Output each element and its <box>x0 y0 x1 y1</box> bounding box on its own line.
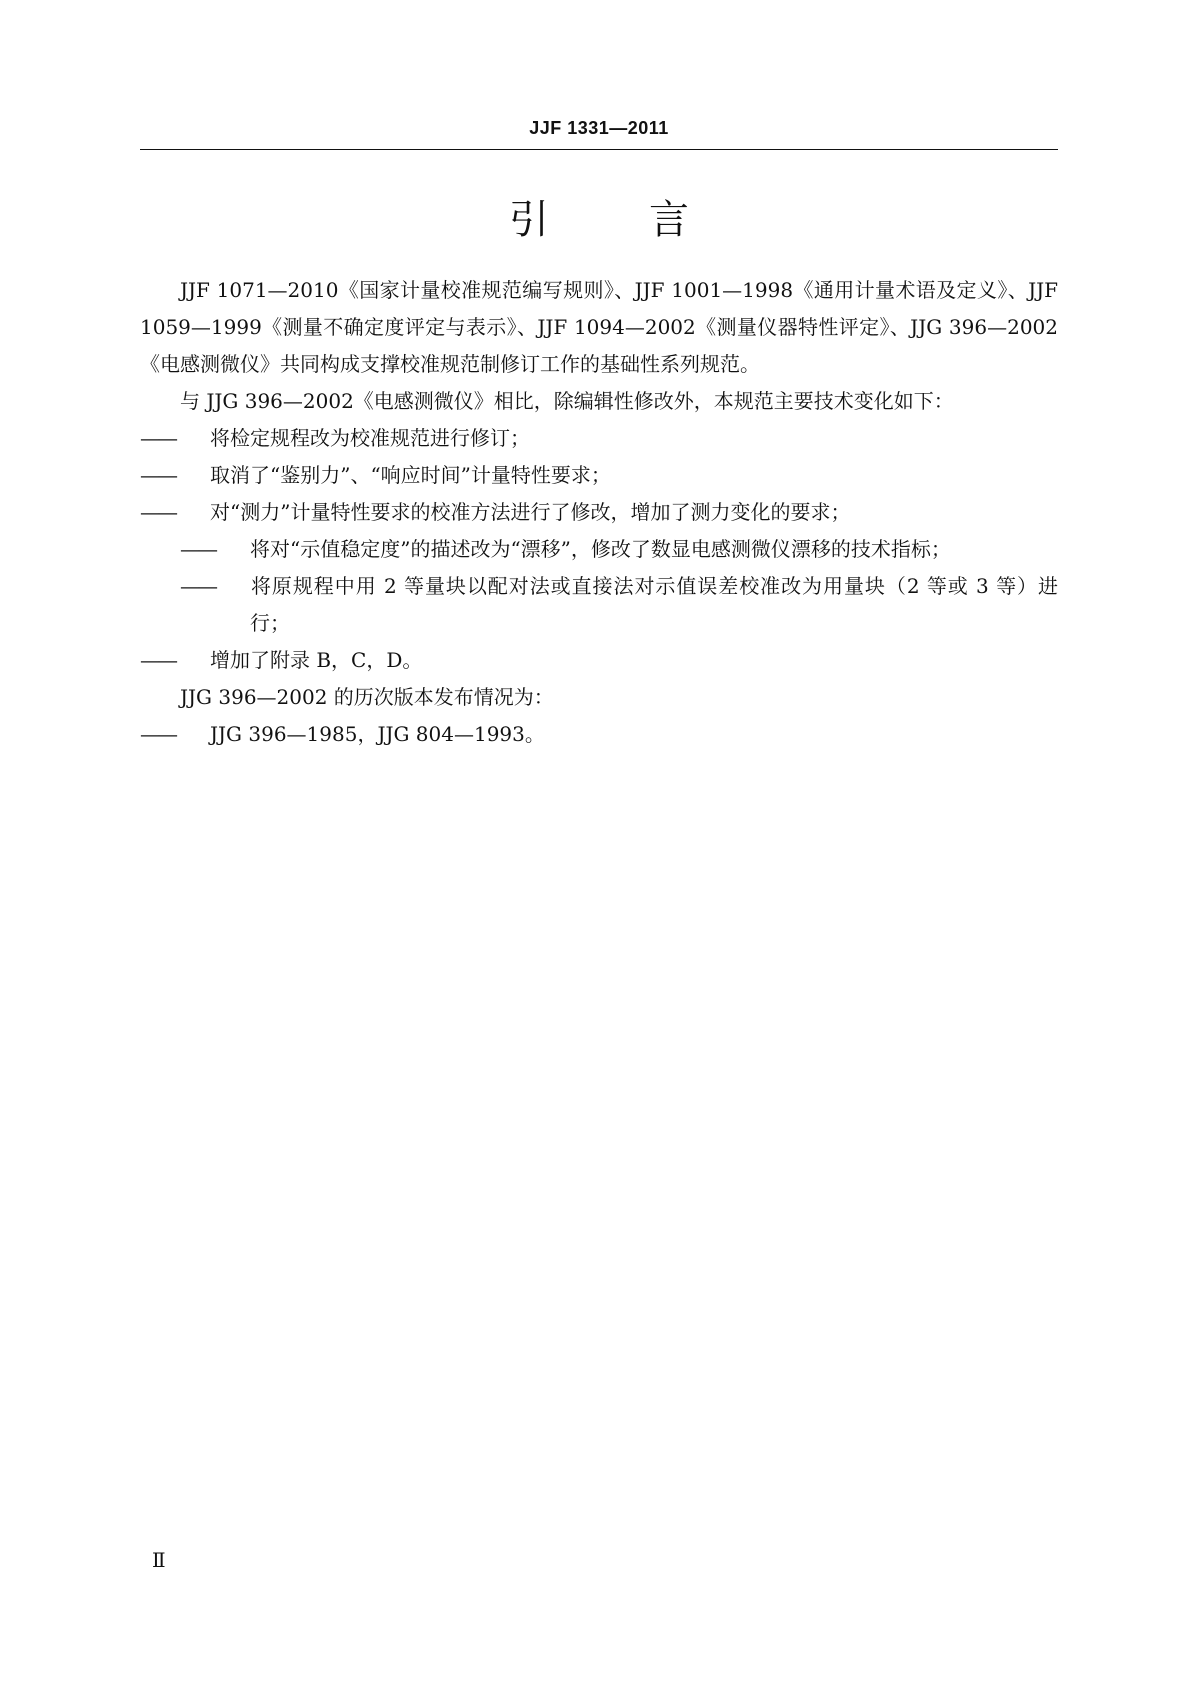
change-item <box>140 531 1058 568</box>
dash-marker: —— <box>180 537 216 561</box>
title-char-1: 引 <box>509 197 549 243</box>
intro-paragraph-2: 与 JJG 396—2002《电感测微仪》相比，除编辑性修改外，本规范主要技术变化如下： <box>180 389 954 413</box>
header-divider <box>140 149 1058 150</box>
change-item-text: 对“测力”计量特性要求的校准方法进行了修改，增加了测力变化的要求； <box>210 500 851 524</box>
document-number-header: JJF 1331—2011 <box>529 118 669 138</box>
dash-marker: —— <box>140 722 176 746</box>
change-item-text: 将对“示值稳定度”的描述改为“漂移”，修改了数显电感测微仪漂移的技术指标； <box>250 537 951 561</box>
intro-content <box>140 272 1058 753</box>
page-number: Ⅱ <box>152 1548 166 1572</box>
change-item-text: 增加了附录 B，C，D。 <box>210 648 423 672</box>
change-item <box>140 420 1058 457</box>
change-item-text: 将原规程中用 2 等量块以配对法或直接法对示值误差校准改为用量块（2 等或 3 等）进行； <box>250 574 1058 635</box>
page-title <box>140 196 1058 244</box>
change-item-text: 取消了“鉴别力”、“响应时间”计量特性要求； <box>210 463 611 487</box>
dash-marker: —— <box>140 500 176 524</box>
dash-marker: —— <box>140 426 176 450</box>
change-item <box>140 494 1058 531</box>
history-label: JJG 396—2002 的历次版本发布情况为： <box>180 685 554 709</box>
dash-marker: —— <box>180 574 216 598</box>
intro-paragraph-1: JJF 1071—2010《国家计量校准规范编写规则》、JJF 1001—1998《通用计量术语及定义》、JJF 1059—1999《测量不确定度评定与表示》、JJF 1094—2002《测量仪器特性评定》、JJG 396—2002《电感测微仪》共同构成支撑校准规范制修订工作的基础性系列规范。 <box>140 278 1058 376</box>
change-item <box>140 457 1058 494</box>
dash-marker: —— <box>140 463 176 487</box>
dash-marker: —— <box>140 648 176 672</box>
change-item <box>140 642 1058 679</box>
history-item <box>140 716 1058 753</box>
change-item-text: 将检定规程改为校准规范进行修订； <box>210 426 530 450</box>
history-item-text: JJG 396—1985，JJG 804—1993。 <box>210 722 545 746</box>
change-item <box>140 568 1058 642</box>
title-char-2: 言 <box>649 197 689 243</box>
